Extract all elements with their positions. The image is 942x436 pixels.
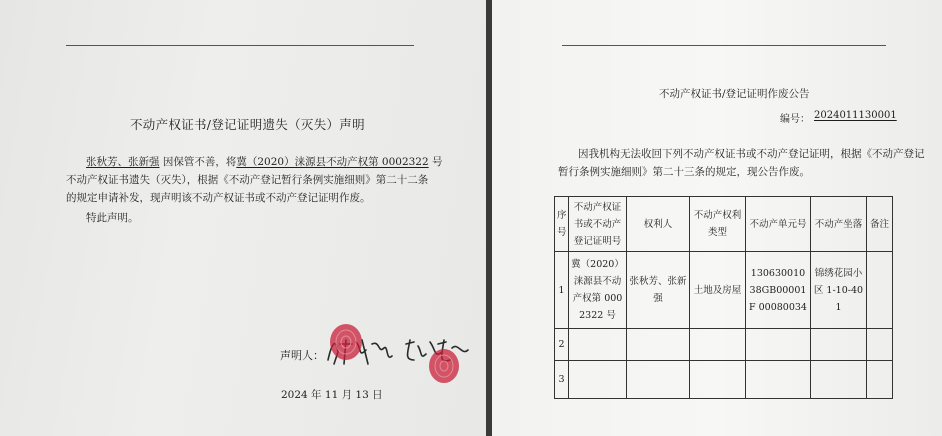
signature-label: 声明人： (280, 349, 324, 362)
announcement-title: 不动产权证书/登记证明作废公告 (659, 88, 810, 100)
table-cell (867, 361, 893, 399)
declaration-closing: 特此声明。 (86, 212, 139, 224)
fingerprint-mark (326, 322, 366, 362)
table-cell (569, 329, 627, 361)
table-cell: 1 (555, 252, 569, 329)
declaration-paragraph-1 (86, 154, 443, 169)
announcement-page (492, 0, 942, 436)
table-cell (746, 329, 811, 361)
declaration-paragraph-2: 不动产权证书遗失（灭失），根据《不动产登记暂行条例实施细则》第二十二条 (66, 174, 429, 186)
table-cell (690, 361, 746, 399)
declaration-paragraph-3: 的规定申请补发，现声明该不动产权证书或不动产登记证明作废。 (66, 192, 371, 204)
announcement-number: 2024011130001 (814, 110, 897, 121)
declaration-text-1b: 号 (428, 156, 443, 168)
table-cell: 冀（2020）涞源县不动产权第 0002322 号 (569, 252, 627, 329)
declaration-date: 2024 年 11 月 13 日 (281, 389, 383, 401)
table-cell (867, 252, 893, 329)
table-row (555, 252, 893, 329)
top-rule (66, 45, 414, 46)
table-cell: 土地及房屋 (690, 252, 746, 329)
table-cell (811, 329, 867, 361)
column-header: 不动产坐落 (811, 197, 867, 252)
void-certificate-table (554, 196, 893, 399)
declaration-title: 不动产权证书/登记证明遗失（灭失）声明 (130, 117, 365, 132)
announcement-number-label: 编号： (780, 114, 810, 125)
table-header-row (555, 197, 893, 252)
announcement-paragraph-2: 暂行条例实施细则》第二十三条的规定，现公告作废。 (558, 166, 810, 178)
table-cell (569, 361, 627, 399)
column-header: 序号 (555, 197, 569, 252)
table-row (555, 329, 893, 361)
column-header: 不动产权证书或不动产登记证明号 (569, 197, 627, 252)
table-cell (627, 329, 690, 361)
table-cell: 130630010 38GB00001F 00080034 (746, 252, 811, 329)
table-cell (627, 361, 690, 399)
table-cell (867, 329, 893, 361)
certificate-number: 冀（2020）涞源县不动产权第 0002322 (236, 156, 429, 168)
table-cell: 3 (555, 361, 569, 399)
column-header: 备注 (867, 197, 893, 252)
column-header: 权利人 (627, 197, 690, 252)
fingerprint-mark (424, 346, 464, 386)
column-header: 不动产单元号 (746, 197, 811, 252)
table-cell (746, 361, 811, 399)
announcement-paragraph-1: 因我机构无法收回下列不动产权证书或不动产登记证明，根据《不动产登记 (578, 148, 925, 160)
column-header: 不动产权利类型 (690, 197, 746, 252)
table-cell: 2 (555, 329, 569, 361)
declaration-text-1a: 因保管不善，将 (159, 156, 237, 168)
table-cell: 锦绣花园小区 1-10-401 (811, 252, 867, 329)
table-cell (690, 329, 746, 361)
top-rule (562, 45, 886, 46)
table-cell: 张秋芳、张新强 (627, 252, 690, 329)
owner-names: 张秋芳、张新强 (86, 156, 160, 168)
table-cell (811, 361, 867, 399)
table-row (555, 361, 893, 399)
